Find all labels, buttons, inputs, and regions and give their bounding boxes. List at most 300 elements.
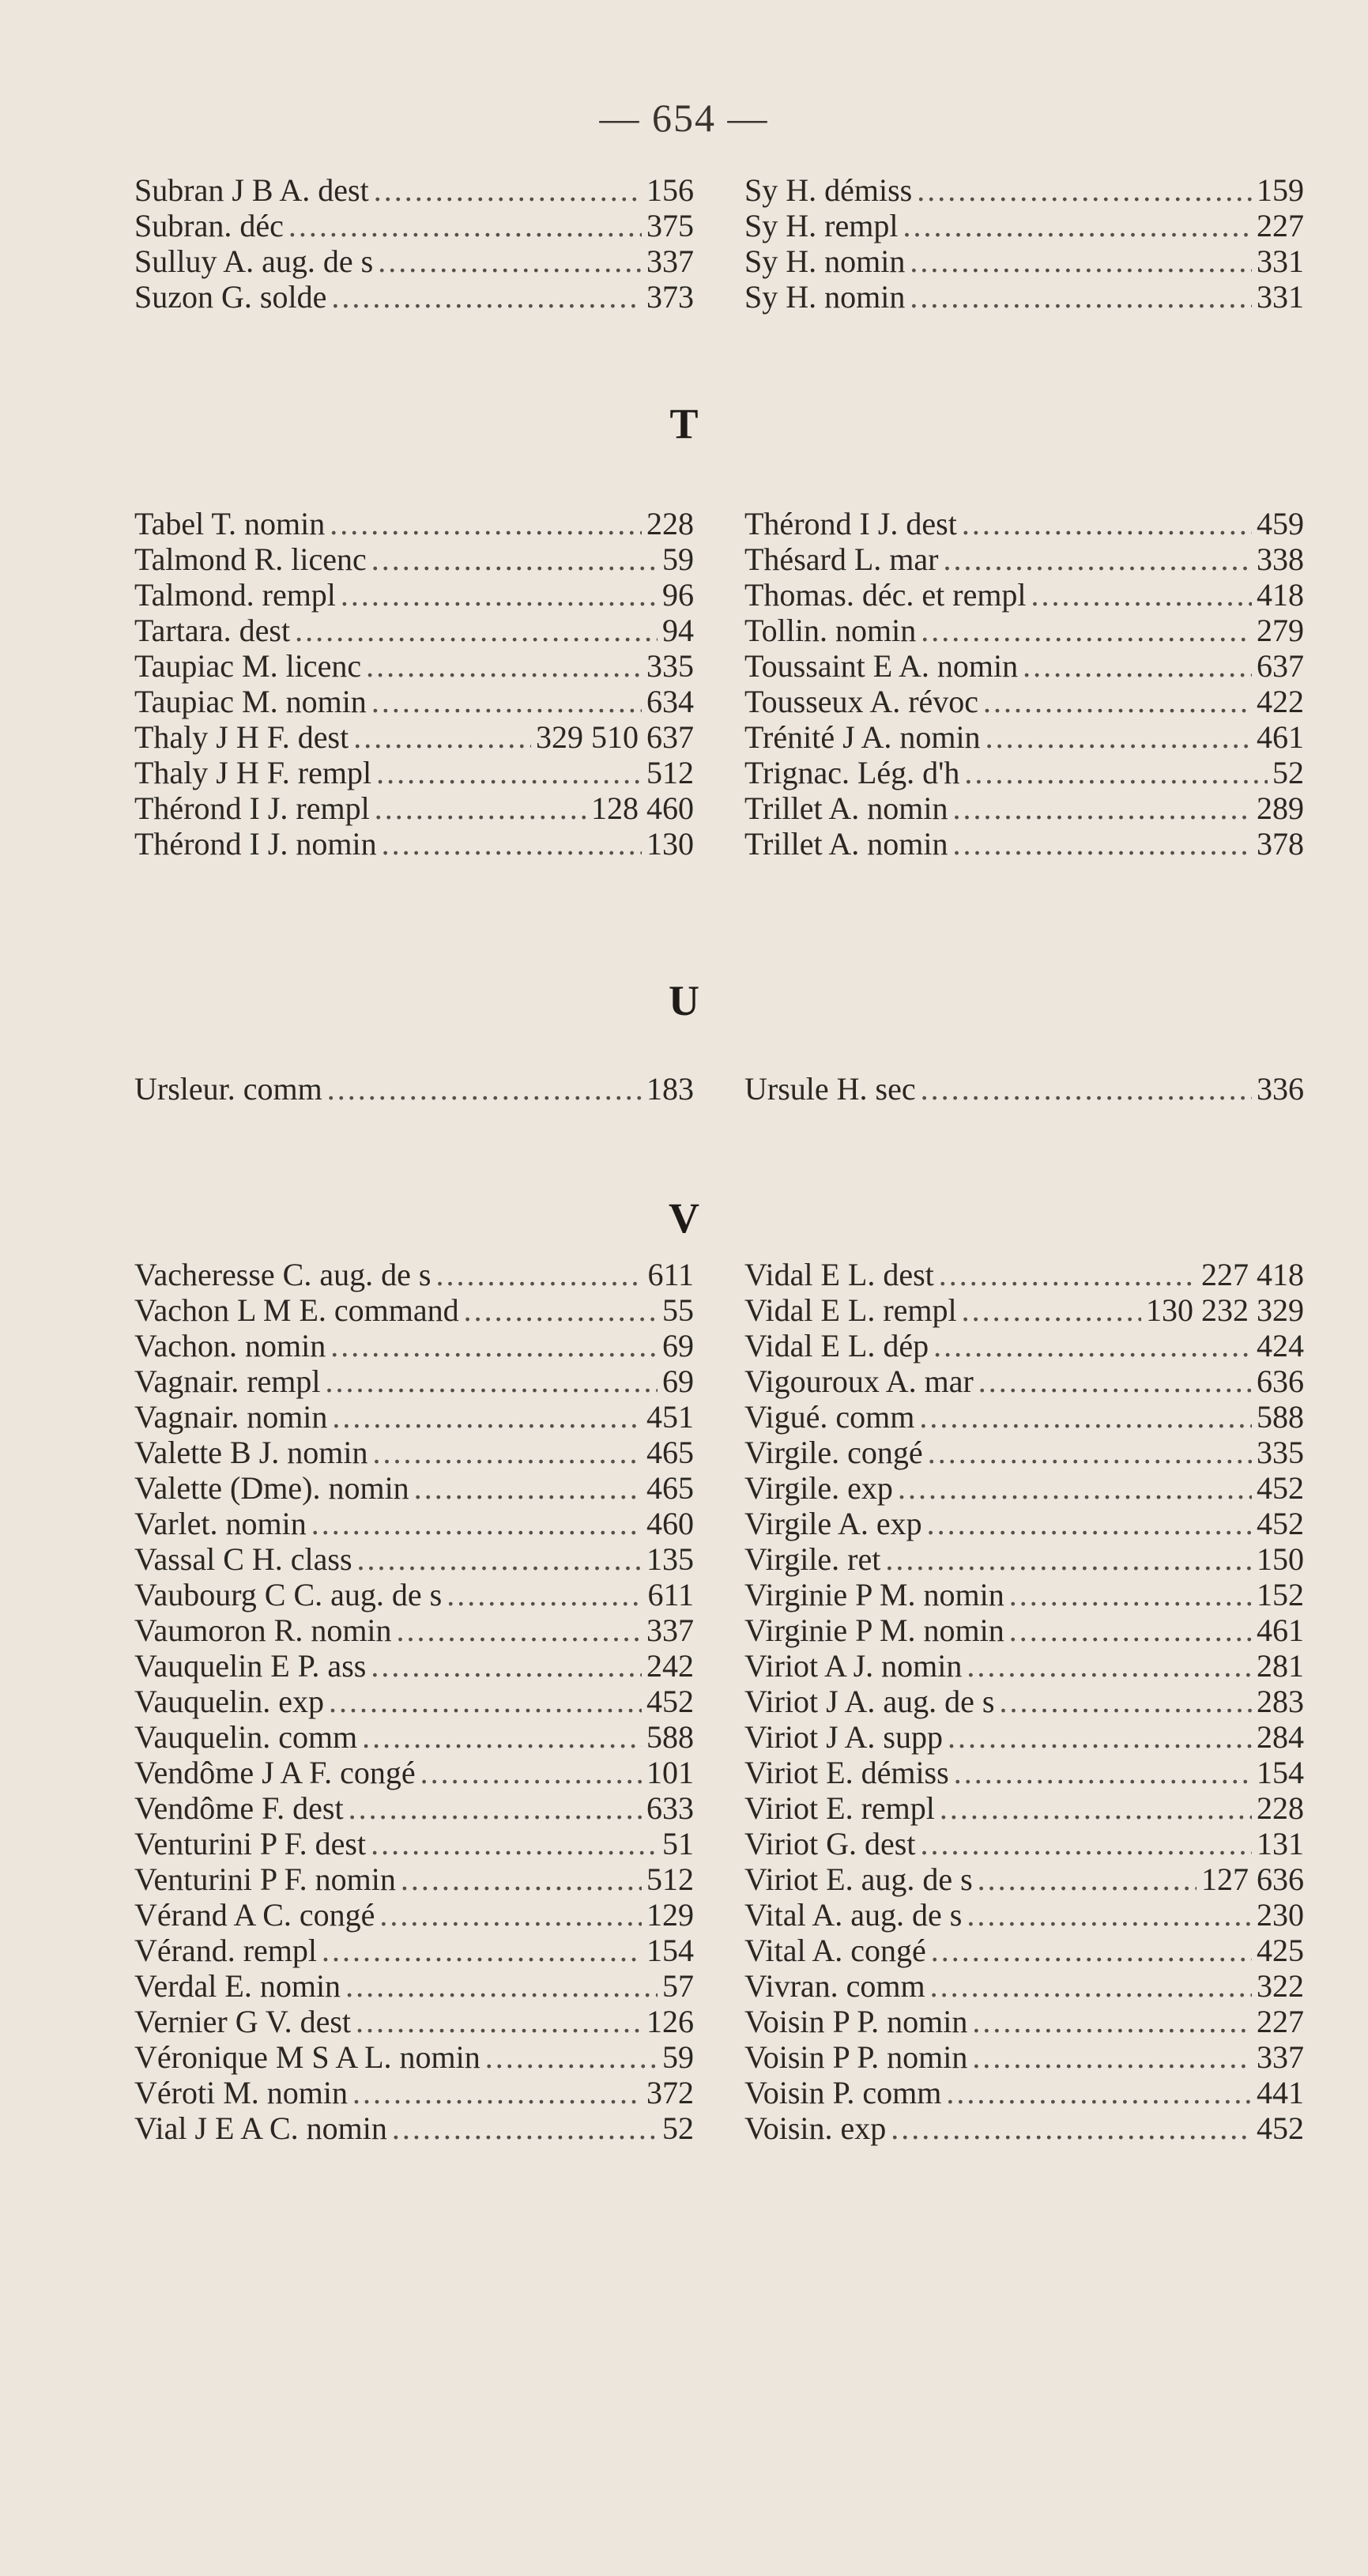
- entry-name: Subran J B A. dest: [134, 172, 369, 208]
- dot-leader: [1031, 577, 1252, 613]
- entry-pages: 611: [647, 1257, 694, 1292]
- entry-pages: 94: [662, 613, 694, 648]
- dot-leader: [371, 541, 658, 577]
- entry-name: Viriot J A. supp: [744, 1719, 943, 1755]
- entry-name: Tollin. nomin: [744, 613, 917, 648]
- entry-pages: 51: [662, 1826, 694, 1861]
- entry-pages: 331: [1257, 243, 1304, 279]
- dot-leader: [978, 1861, 1197, 1897]
- entry-name: Véroti M. nomin: [134, 2075, 348, 2110]
- entry-pages: 512: [646, 755, 694, 790]
- entry-name: Viriot G. dest: [744, 1826, 916, 1861]
- entry-name: Voisin P. comm: [744, 2075, 942, 2110]
- entry-pages: 322: [1257, 1968, 1304, 2004]
- entry-name: Sulluy A. aug. de s: [134, 243, 374, 279]
- dot-leader: [362, 1719, 642, 1755]
- dot-leader: [376, 755, 642, 790]
- entry-name: Virgile. congé: [744, 1435, 923, 1470]
- dot-leader: [939, 1257, 1197, 1292]
- dot-leader: [983, 684, 1252, 719]
- index-entry: [744, 2075, 1304, 2110]
- index-entry: [134, 826, 694, 862]
- entry-name: Varlet. nomin: [134, 1506, 307, 1541]
- dot-leader: [322, 1933, 642, 1968]
- column-left: [134, 1071, 694, 1107]
- dot-leader: [962, 1292, 1141, 1328]
- index-entry: [134, 1071, 694, 1107]
- dot-leader: [329, 1684, 642, 1719]
- dot-leader: [349, 1790, 642, 1826]
- column-left: [134, 506, 694, 862]
- index-entry: [744, 613, 1304, 648]
- index-entry: [744, 1612, 1304, 1648]
- index-entry: [134, 1435, 694, 1470]
- entry-name: Venturini P F. dest: [134, 1826, 367, 1861]
- dot-leader: [382, 826, 642, 862]
- dot-leader: [940, 1790, 1252, 1826]
- entry-name: Virginie P M. nomin: [744, 1612, 1004, 1648]
- column-right: [744, 1257, 1304, 2146]
- entry-pages: 281: [1257, 1648, 1304, 1684]
- index-entry: [744, 1328, 1304, 1363]
- dot-leader: [327, 1071, 642, 1107]
- section-v: [134, 1257, 1304, 2146]
- entry-pages: 337: [646, 1612, 694, 1648]
- dot-leader: [401, 1861, 642, 1897]
- dot-leader: [311, 1506, 642, 1541]
- dot-leader: [295, 613, 658, 648]
- entry-pages: 156: [646, 172, 694, 208]
- entry-pages: 588: [1257, 1399, 1304, 1435]
- entry-pages: 128 460: [591, 790, 694, 826]
- entry-pages: 633: [646, 1790, 694, 1826]
- dot-leader: [972, 2004, 1252, 2039]
- index-entry: [744, 755, 1304, 790]
- index-entry: [134, 2110, 694, 2146]
- dot-leader: [933, 1328, 1252, 1363]
- entry-name: Virgile. exp: [744, 1470, 893, 1506]
- column-right: [744, 506, 1304, 862]
- entry-name: Vendôme F. dest: [134, 1790, 344, 1826]
- dot-leader: [967, 1648, 1252, 1684]
- entry-pages: 452: [1257, 1506, 1304, 1541]
- index-entry: [744, 506, 1304, 541]
- index-entry: [744, 684, 1304, 719]
- index-entry: [134, 648, 694, 684]
- entry-pages: 452: [1257, 1470, 1304, 1506]
- dot-leader: [373, 1435, 642, 1470]
- index-entry: [134, 1684, 694, 1719]
- dot-leader: [946, 2075, 1252, 2110]
- entry-name: Vidal E L. dest: [744, 1257, 934, 1292]
- dot-leader: [910, 279, 1252, 315]
- index-entry: [744, 1790, 1304, 1826]
- index-entry: [744, 719, 1304, 755]
- index-entry: [744, 1719, 1304, 1755]
- entry-name: Sy H. démiss: [744, 172, 913, 208]
- entry-pages: 452: [1257, 2110, 1304, 2146]
- column-right: [744, 1071, 1304, 1107]
- index-entry: [134, 1399, 694, 1435]
- dot-leader: [356, 2004, 642, 2039]
- dot-leader: [919, 1399, 1252, 1435]
- entry-name: Talmond. rempl: [134, 577, 336, 613]
- dot-leader: [366, 648, 642, 684]
- index-entry: [744, 790, 1304, 826]
- entry-pages: 129: [646, 1897, 694, 1933]
- entry-pages: 335: [646, 648, 694, 684]
- index-entry: [744, 172, 1304, 208]
- section-letter-u: U: [669, 977, 699, 1024]
- entry-pages: 183: [646, 1071, 694, 1107]
- dot-leader: [341, 577, 658, 613]
- entry-pages: 227 418: [1201, 1257, 1304, 1292]
- entry-name: Thérond I J. dest: [744, 506, 957, 541]
- dot-leader: [917, 172, 1252, 208]
- entry-name: Valette B J. nomin: [134, 1435, 368, 1470]
- entry-name: Vauquelin. comm: [134, 1719, 358, 1755]
- entry-pages: 451: [646, 1399, 694, 1435]
- index-entry: [134, 1968, 694, 2004]
- entry-name: Vigué. comm: [744, 1399, 915, 1435]
- index-entry: [134, 577, 694, 613]
- entry-pages: 154: [1257, 1755, 1304, 1790]
- entry-pages: 375: [646, 208, 694, 243]
- entry-name: Vauquelin E P. ass: [134, 1648, 367, 1684]
- dot-leader: [397, 1612, 642, 1648]
- dot-leader: [928, 1435, 1252, 1470]
- entry-name: Vial J E A C. nomin: [134, 2110, 387, 2146]
- entry-name: Vernier G V. dest: [134, 2004, 352, 2039]
- entry-pages: 152: [1257, 1577, 1304, 1612]
- index-entry: [744, 1968, 1304, 2004]
- dot-leader: [910, 243, 1252, 279]
- entry-name: Venturini P F. nomin: [134, 1861, 396, 1897]
- entry-pages: 372: [646, 2075, 694, 2110]
- dot-leader: [379, 1897, 642, 1933]
- dot-leader: [464, 1292, 658, 1328]
- dot-leader: [891, 2110, 1252, 2146]
- entry-name: Thaly J H F. rempl: [134, 755, 372, 790]
- index-entry: [134, 2075, 694, 2110]
- entry-name: Trillet A. nomin: [744, 790, 948, 826]
- entry-name: Vidal E L. rempl: [744, 1292, 957, 1328]
- index-entry: [744, 1506, 1304, 1541]
- entry-name: Viriot E. rempl: [744, 1790, 935, 1826]
- entry-name: Thérond I J. nomin: [134, 826, 377, 862]
- section-letter-v: V: [669, 1194, 699, 1242]
- entry-pages: 424: [1257, 1328, 1304, 1363]
- index-entry: [744, 1684, 1304, 1719]
- entry-name: Vigouroux A. mar: [744, 1363, 974, 1399]
- entry-pages: 289: [1257, 790, 1304, 826]
- entry-pages: 55: [662, 1292, 694, 1328]
- index-entry: [134, 719, 694, 755]
- index-entry: [744, 2004, 1304, 2039]
- index-entry: [134, 790, 694, 826]
- entry-pages: 228: [646, 506, 694, 541]
- entry-pages: 283: [1257, 1684, 1304, 1719]
- dot-leader: [885, 1541, 1252, 1577]
- index-entry: [744, 1363, 1304, 1399]
- dot-leader: [962, 506, 1252, 541]
- entry-name: Verdal E. nomin: [134, 1968, 341, 2004]
- entry-name: Thomas. déc. et rempl: [744, 577, 1027, 613]
- section-u: [134, 1071, 1304, 1107]
- entry-name: Taupiac M. licenc: [134, 648, 362, 684]
- dot-leader: [943, 541, 1252, 577]
- entry-pages: 150: [1257, 1541, 1304, 1577]
- index-entry: [744, 1826, 1304, 1861]
- dot-leader: [921, 1071, 1252, 1107]
- index-entry: [134, 243, 694, 279]
- entry-pages: 465: [646, 1470, 694, 1506]
- entry-name: Vérand. rempl: [134, 1933, 318, 1968]
- entry-pages: 335: [1257, 1435, 1304, 1470]
- entry-name: Trillet A. nomin: [744, 826, 948, 862]
- dot-leader: [352, 2075, 642, 2110]
- dot-leader: [927, 1506, 1252, 1541]
- entry-pages: 126: [646, 2004, 694, 2039]
- index-entry: [744, 1435, 1304, 1470]
- index-entry: [134, 1292, 694, 1328]
- index-entry: [134, 1790, 694, 1826]
- entry-pages: 512: [646, 1861, 694, 1897]
- dot-leader: [948, 1719, 1252, 1755]
- index-entry: [744, 1541, 1304, 1577]
- section-s: [134, 172, 1304, 315]
- entry-pages: 422: [1257, 684, 1304, 719]
- entry-name: Taupiac M. nomin: [134, 684, 367, 719]
- dot-leader: [371, 1648, 642, 1684]
- index-entry: [744, 1577, 1304, 1612]
- entry-name: Ursule H. sec: [744, 1071, 916, 1107]
- index-entry: [134, 613, 694, 648]
- entry-pages: 242: [646, 1648, 694, 1684]
- entry-pages: 52: [1272, 755, 1304, 790]
- entry-name: Trignac. Lég. d'h: [744, 755, 960, 790]
- dot-leader: [898, 1470, 1252, 1506]
- entry-name: Voisin P P. nomin: [744, 2004, 968, 2039]
- entry-name: Virginie P M. nomin: [744, 1577, 1004, 1612]
- dot-leader: [345, 1968, 658, 2004]
- entry-pages: 465: [646, 1435, 694, 1470]
- index-entry: [134, 279, 694, 315]
- entry-name: Vital A. congé: [744, 1933, 926, 1968]
- entry-name: Viriot A J. nomin: [744, 1648, 963, 1684]
- section-letter-t: T: [669, 400, 699, 447]
- entry-pages: 69: [662, 1328, 694, 1363]
- entry-name: Tartara. dest: [134, 613, 291, 648]
- dot-leader: [967, 1897, 1252, 1933]
- index-entry: [744, 1861, 1304, 1897]
- dot-leader: [1009, 1577, 1252, 1612]
- entry-name: Vachon. nomin: [134, 1328, 326, 1363]
- index-entry: [134, 541, 694, 577]
- dot-leader: [330, 506, 642, 541]
- entry-name: Vagnair. nomin: [134, 1399, 328, 1435]
- entry-name: Vachon L M E. command: [134, 1292, 459, 1328]
- index-entry: [134, 1506, 694, 1541]
- entry-name: Suzon G. solde: [134, 279, 327, 315]
- dot-leader: [353, 719, 531, 755]
- page-number: — 654 —: [599, 96, 769, 140]
- entry-name: Vérand A C. congé: [134, 1897, 375, 1933]
- entry-pages: 135: [646, 1541, 694, 1577]
- index-entry: [134, 506, 694, 541]
- entry-name: Sy H. nomin: [744, 243, 906, 279]
- entry-name: Vagnair. rempl: [134, 1363, 321, 1399]
- entry-pages: 634: [646, 684, 694, 719]
- dot-leader: [375, 790, 586, 826]
- entry-pages: 59: [662, 2039, 694, 2075]
- dot-leader: [357, 1541, 642, 1577]
- dot-leader: [378, 243, 642, 279]
- entry-pages: 636: [1257, 1363, 1304, 1399]
- entry-pages: 130 232 329: [1146, 1292, 1304, 1328]
- dot-leader: [485, 2039, 658, 2075]
- dot-leader: [930, 1968, 1252, 2004]
- entry-name: Thésard L. mar: [744, 541, 939, 577]
- entry-name: Talmond R. licenc: [134, 541, 367, 577]
- index-entry: [134, 208, 694, 243]
- entry-name: Vaubourg C C. aug. de s: [134, 1577, 443, 1612]
- entry-name: Véronique M S A L. nomin: [134, 2039, 480, 2075]
- index-entry: [744, 826, 1304, 862]
- entry-name: Vacheresse C. aug. de s: [134, 1257, 432, 1292]
- index-entry: [134, 2004, 694, 2039]
- dot-leader: [392, 2110, 658, 2146]
- entry-pages: 59: [662, 541, 694, 577]
- index-entry: [744, 1470, 1304, 1506]
- entry-pages: 373: [646, 279, 694, 315]
- column-left: [134, 172, 694, 315]
- index-entry: [744, 1071, 1304, 1107]
- entry-name: Viriot J A. aug. de s: [744, 1684, 995, 1719]
- index-entry: [744, 1399, 1304, 1435]
- entry-pages: 336: [1257, 1071, 1304, 1107]
- entry-name: Tousseux A. révoc: [744, 684, 979, 719]
- entry-name: Vassal C H. class: [134, 1541, 352, 1577]
- entry-name: Sy H. rempl: [744, 208, 899, 243]
- index-entry: [134, 1755, 694, 1790]
- entry-pages: 460: [646, 1506, 694, 1541]
- entry-name: Valette (Dme). nomin: [134, 1470, 409, 1506]
- dot-leader: [374, 172, 642, 208]
- dot-leader: [330, 1328, 658, 1363]
- dot-leader: [435, 1257, 643, 1292]
- entry-name: Vaumoron R. nomin: [134, 1612, 392, 1648]
- dot-leader: [420, 1755, 642, 1790]
- entry-pages: 228: [1257, 1790, 1304, 1826]
- index-entry: [744, 1257, 1304, 1292]
- dot-leader: [1009, 1612, 1252, 1648]
- entry-pages: 378: [1257, 826, 1304, 862]
- dot-leader: [985, 719, 1252, 755]
- dot-leader: [931, 1933, 1252, 1968]
- index-entry: [134, 1470, 694, 1506]
- index-entry: [744, 577, 1304, 613]
- entry-pages: 329 510 637: [536, 719, 694, 755]
- entry-name: Viriot E. aug. de s: [744, 1861, 973, 1897]
- entry-name: Ursleur. comm: [134, 1071, 322, 1107]
- entry-pages: 130: [646, 826, 694, 862]
- column-right: [744, 172, 1304, 315]
- index-entry: [134, 1897, 694, 1933]
- index-entry: [134, 1328, 694, 1363]
- entry-pages: 69: [662, 1363, 694, 1399]
- dot-leader: [903, 208, 1252, 243]
- dot-leader: [371, 1826, 658, 1861]
- entry-name: Vital A. aug. de s: [744, 1897, 963, 1933]
- entry-pages: 461: [1257, 719, 1304, 755]
- dot-leader: [288, 208, 642, 243]
- entry-name: Viriot E. démiss: [744, 1755, 949, 1790]
- entry-pages: 338: [1257, 541, 1304, 577]
- dot-leader: [332, 1399, 642, 1435]
- entry-name: Virgile A. exp: [744, 1506, 922, 1541]
- dot-leader: [978, 1363, 1252, 1399]
- entry-pages: 337: [646, 243, 694, 279]
- index-entry: [134, 1541, 694, 1577]
- dot-leader: [999, 1684, 1252, 1719]
- index-entry: [744, 279, 1304, 315]
- dot-leader: [1023, 648, 1252, 684]
- index-entry: [744, 1755, 1304, 1790]
- index-entry: [744, 648, 1304, 684]
- dot-leader: [326, 1363, 658, 1399]
- index-entry: [744, 1933, 1304, 1968]
- entry-pages: 418: [1257, 577, 1304, 613]
- entry-pages: 588: [646, 1719, 694, 1755]
- entry-pages: 131: [1257, 1826, 1304, 1861]
- index-entry: [134, 684, 694, 719]
- entry-pages: 127 636: [1201, 1861, 1304, 1897]
- entry-pages: 611: [647, 1577, 694, 1612]
- index-entry: [744, 541, 1304, 577]
- entry-pages: 279: [1257, 613, 1304, 648]
- entry-name: Vivran. comm: [744, 1968, 925, 2004]
- entry-name: Thaly J H F. dest: [134, 719, 349, 755]
- dot-leader: [952, 790, 1252, 826]
- index-entry: [744, 1648, 1304, 1684]
- dot-leader: [331, 279, 642, 315]
- index-entry: [744, 1897, 1304, 1933]
- entry-pages: 154: [646, 1933, 694, 1968]
- entry-pages: 459: [1257, 506, 1304, 541]
- column-left: [134, 1257, 694, 2146]
- entry-name: Voisin P P. nomin: [744, 2039, 968, 2075]
- index-entry: [134, 1577, 694, 1612]
- index-entry: [744, 2039, 1304, 2075]
- index-entry: [744, 2110, 1304, 2146]
- index-entry: [134, 1933, 694, 1968]
- entry-pages: 331: [1257, 279, 1304, 315]
- entry-pages: 52: [662, 2110, 694, 2146]
- dot-leader: [921, 613, 1252, 648]
- entry-name: Thérond I J. rempl: [134, 790, 370, 826]
- index-entry: [744, 208, 1304, 243]
- index-entry: [134, 1257, 694, 1292]
- dot-leader: [920, 1826, 1252, 1861]
- entry-pages: 101: [646, 1755, 694, 1790]
- entry-pages: 637: [1257, 648, 1304, 684]
- entry-name: Vidal E L. dép: [744, 1328, 929, 1363]
- entry-pages: 425: [1257, 1933, 1304, 1968]
- entry-name: Toussaint E A. nomin: [744, 648, 1019, 684]
- index-entry: [744, 1292, 1304, 1328]
- dot-leader: [954, 1755, 1252, 1790]
